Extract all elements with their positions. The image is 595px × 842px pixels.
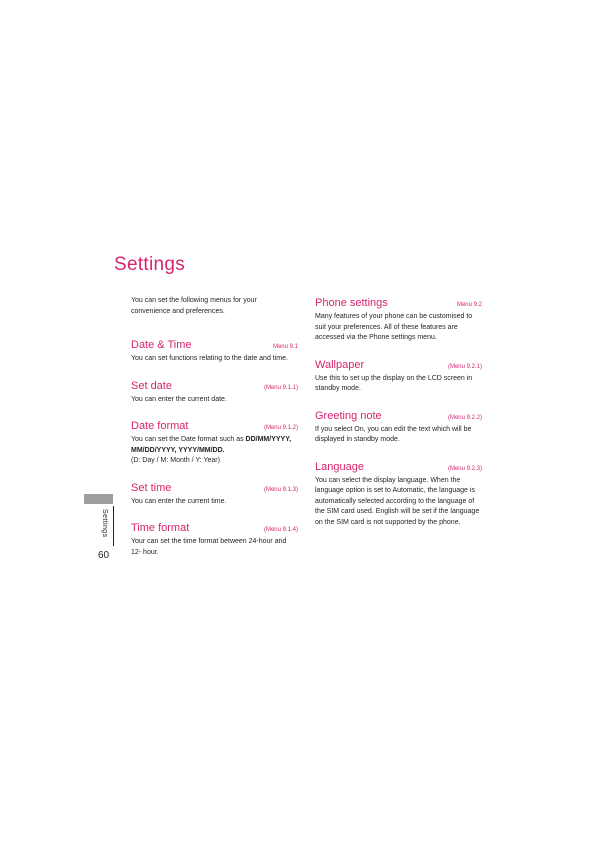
section-heading: Language	[315, 460, 364, 473]
section-heading: Wallpaper	[315, 358, 365, 371]
right-column	[315, 296, 482, 528]
section-body: If you select On, you can edit the text which will be displayed in standby mode.	[315, 425, 472, 443]
menu-reference: (Menu 9.1.1)	[263, 384, 298, 391]
section-body: You can set functions relating to the date and time.	[131, 355, 288, 362]
page-number: 60	[98, 550, 110, 561]
menu-reference: (Menu 9.1.2)	[263, 425, 298, 431]
menu-reference: Menu 9.1	[272, 344, 298, 350]
page-title: Settings	[114, 254, 186, 275]
section-greeting-note	[315, 409, 482, 446]
menu-reference: (Menu 9.2.2)	[447, 414, 482, 421]
section-heading: Date & Time	[131, 339, 192, 351]
section-body: Use this to set up the display on the LCD screen in standby mode.	[315, 374, 473, 392]
date-format-options: DD/MM/YYYY, MM/DD/YYYY, YYYY/MM/DD.	[131, 436, 292, 454]
section-heading: Set time	[131, 481, 172, 494]
side-tab-marker	[84, 494, 113, 504]
side-divider	[113, 506, 114, 546]
section-set-time	[131, 481, 298, 508]
section-body: Many features of your phone can be customised to suit your preferences. All of these features are accessed via the Phone settings menu.	[315, 313, 473, 341]
section-phone-settings	[315, 296, 482, 344]
section-heading: Greeting note	[315, 409, 382, 422]
side-tab-label: Settings	[101, 509, 108, 538]
section-body: You can enter the current time.	[131, 497, 227, 505]
menu-reference: (Menu 9.2.1)	[447, 363, 482, 370]
section-set-date	[131, 379, 298, 406]
intro-text: You can set the following menus for your convenience and preferences.	[131, 297, 257, 315]
section-body: You can select the display language. When the language option is set to Automatic, the language is automatically selected according to the language of the SIM card used. English will be set if the language on the SIM card is not supported by the phone.	[315, 476, 480, 526]
section-time-format	[131, 521, 298, 558]
format-legend: (D: Day / M: Month / Y: Year)	[131, 457, 220, 464]
menu-reference: (Menu 9.1.4)	[263, 527, 298, 533]
menu-reference: (Menu 9.1.3)	[263, 486, 298, 493]
section-wallpaper	[315, 358, 482, 395]
section-heading: Phone settings	[315, 297, 388, 309]
left-column	[131, 296, 298, 558]
body-text: You can set the Date format such as	[131, 436, 246, 443]
section-heading: Date format	[131, 420, 189, 432]
menu-reference: (Menu 9.2.3)	[447, 465, 482, 472]
menu-reference: Menu 9.2	[456, 302, 482, 308]
section-language	[315, 460, 482, 529]
section-body	[131, 435, 298, 467]
section-date-time	[131, 338, 298, 365]
section-body: Your can set the time format between 24-hour and 12- hour.	[131, 538, 287, 556]
section-date-format	[131, 419, 298, 467]
section-heading: Set date	[131, 379, 172, 392]
section-heading: Time format	[131, 522, 190, 534]
section-body: You can enter the current date.	[131, 395, 227, 403]
